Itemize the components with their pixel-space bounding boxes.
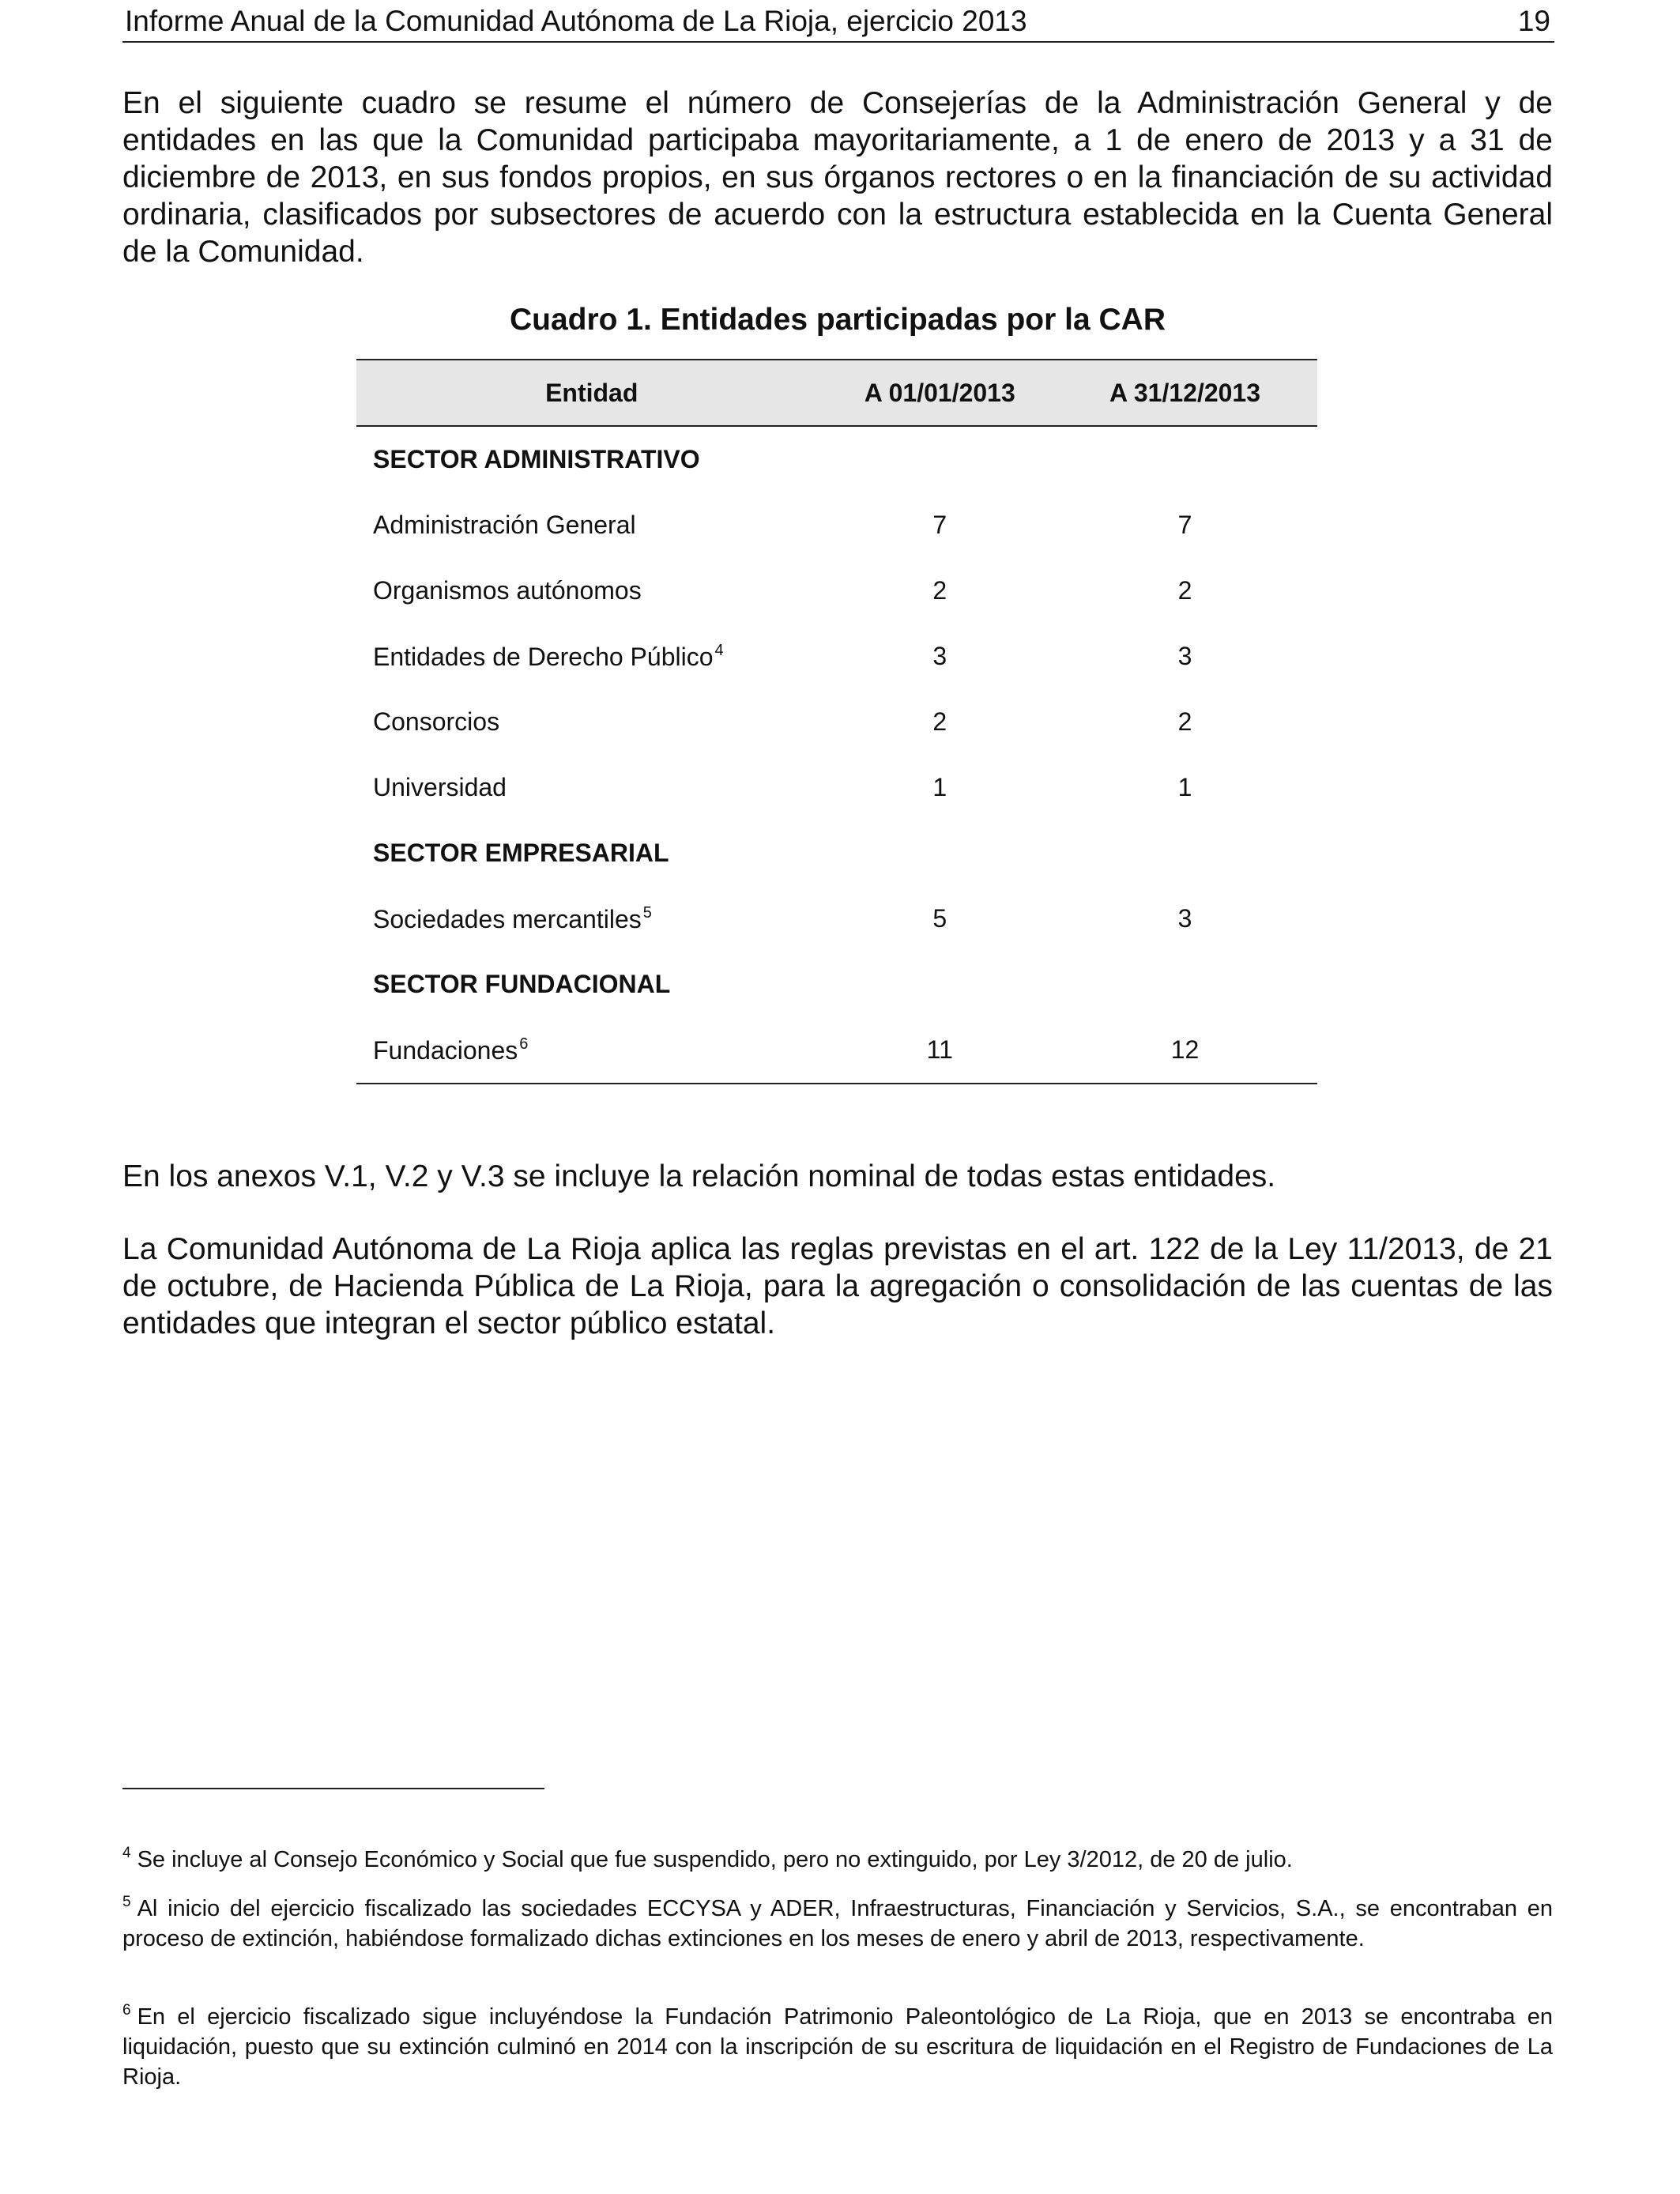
footnote-6 [122, 1996, 1553, 2092]
column-header-entity: Entidad [356, 360, 827, 426]
consolidation-rules-paragraph: La Comunidad Autónoma de La Rioja aplica las reglas previstas en el art. 122 de la Ley 11/2013, de 21 de octubre, de Hacienda Pública de La Rioja, para la agregación o consolidación de las cuentas de las entidades que integran el sector público estatal. [122, 1232, 1553, 1340]
sector-heading [356, 820, 827, 886]
value-end: 3 [1177, 642, 1192, 670]
value-end: 3 [1177, 904, 1192, 933]
footnote-4 [122, 1838, 1553, 1875]
report-title: Informe Anual de la Comunidad Autónoma de La Rioja, ejercicio 2013 [125, 5, 1027, 37]
entity-name: SECTOR EMPRESARIAL [373, 839, 669, 867]
annexes-paragraph: En los anexos V.1, V.2 y V.3 se incluye la relación nominal de todas estas entidades. [122, 1159, 1276, 1193]
entity-name: Universidad [373, 773, 507, 801]
footnote-number: 5 [122, 1894, 131, 1910]
footnote-text: Se incluye al Consejo Económico y Social que fue suspendido, pero no extinguido, por Ley 3/2012, de 20 de julio. [137, 1847, 1293, 1872]
intro-paragraph: En el siguiente cuadro se resume el número de Consejerías de la Administración General y de entidades en las que la Comunidad participaba mayoritariamente, a 1 de enero de 2013 y a 31 de diciembre de 2013, en sus fondos propios, en sus órganos rectores o en la financiación de su actividad ordinaria, clasificados por subsectores de acuerdo con la estructura establecida en la Cuenta General de la Comunidad. [122, 86, 1553, 269]
footnote-text: En el ejercicio fiscalizado sigue incluyéndose la Fundación Patrimonio Paleontológico de La Rioja, que en 2013 se encontraba en liquidación, puesto que su extinción culminó en 2014 con la inscripción de su escritura de liquidación en el Registro de Fundaciones de La Rioja. [122, 2004, 1553, 2090]
entity-cell [356, 689, 827, 755]
value-start: 5 [932, 904, 947, 933]
column-header-start-date: A 01/01/2013 [827, 360, 1053, 426]
table-caption: Cuadro 1. Entidades participadas por la CAR [509, 303, 1166, 337]
value-start: 2 [932, 707, 947, 736]
entity-name: Consorcios [373, 707, 500, 736]
footnote-text: Al inicio del ejercicio fiscalizado las sociedades ECCYSA y ADER, Infraestructuras, Financiación y Servicios, S.A., se encontraban en proceso de extinción, habiéndose formalizado dichas extinciones en los meses de enero y abril de 2013, respectivamente. [122, 1896, 1553, 1951]
table-row [356, 1017, 1317, 1084]
value-end [1053, 952, 1317, 1017]
sector-heading [356, 952, 827, 1017]
value-start: 11 [827, 1017, 1053, 1084]
value-end: 7 [1177, 511, 1192, 539]
table-row [356, 755, 1317, 820]
table-row [356, 886, 1317, 952]
entity-name: SECTOR FUNDACIONAL [373, 970, 671, 998]
table-row [356, 426, 1317, 492]
value-start [827, 952, 1053, 1017]
value-start: 2 [932, 576, 947, 605]
entity-name: Fundaciones [373, 1035, 518, 1065]
page-header [122, 3, 1554, 43]
entity-cell [356, 886, 827, 952]
value-end: 2 [1177, 707, 1192, 736]
value-end: 2 [1177, 576, 1192, 605]
entity-name: Organismos autónomos [373, 576, 642, 605]
value-start [827, 820, 1053, 886]
entities-table [356, 359, 1317, 1084]
entity-name: SECTOR ADMINISTRATIVO [373, 445, 700, 473]
table-row [356, 624, 1317, 689]
entity-cell [356, 1017, 827, 1084]
footnote-ref: 5 [642, 903, 652, 922]
footnote-separator [122, 1788, 544, 1789]
table-row [356, 689, 1317, 755]
column-header-end-date: A 31/12/2013 [1053, 360, 1317, 426]
table-row [356, 492, 1317, 558]
value-start [827, 426, 1053, 492]
entity-cell [356, 558, 827, 624]
page-number: 19 [1517, 5, 1550, 37]
value-end: 12 [1053, 1017, 1317, 1084]
value-end: 1 [1177, 773, 1192, 801]
entity-name: Administración General [373, 511, 636, 539]
entity-cell [356, 755, 827, 820]
value-start: 7 [932, 511, 947, 539]
footnote-number: 4 [122, 1845, 131, 1861]
footnote-ref: 6 [519, 1035, 529, 1053]
footnote-ref: 4 [714, 641, 724, 659]
value-end [1053, 426, 1317, 492]
entity-cell [356, 492, 827, 558]
footnote-5 [122, 1887, 1553, 1954]
table-row [356, 820, 1317, 886]
value-start: 1 [932, 773, 947, 801]
entity-name: Sociedades mercantiles [373, 904, 642, 933]
value-start: 3 [932, 642, 947, 670]
entity-name: Entidades de Derecho Público [373, 642, 714, 671]
value-end [1053, 820, 1317, 886]
table-header-row [356, 360, 1317, 426]
entity-cell [356, 624, 827, 689]
table-row [356, 558, 1317, 624]
table-row [356, 952, 1317, 1017]
footnote-number: 6 [122, 2002, 131, 2019]
sector-heading [356, 426, 827, 492]
